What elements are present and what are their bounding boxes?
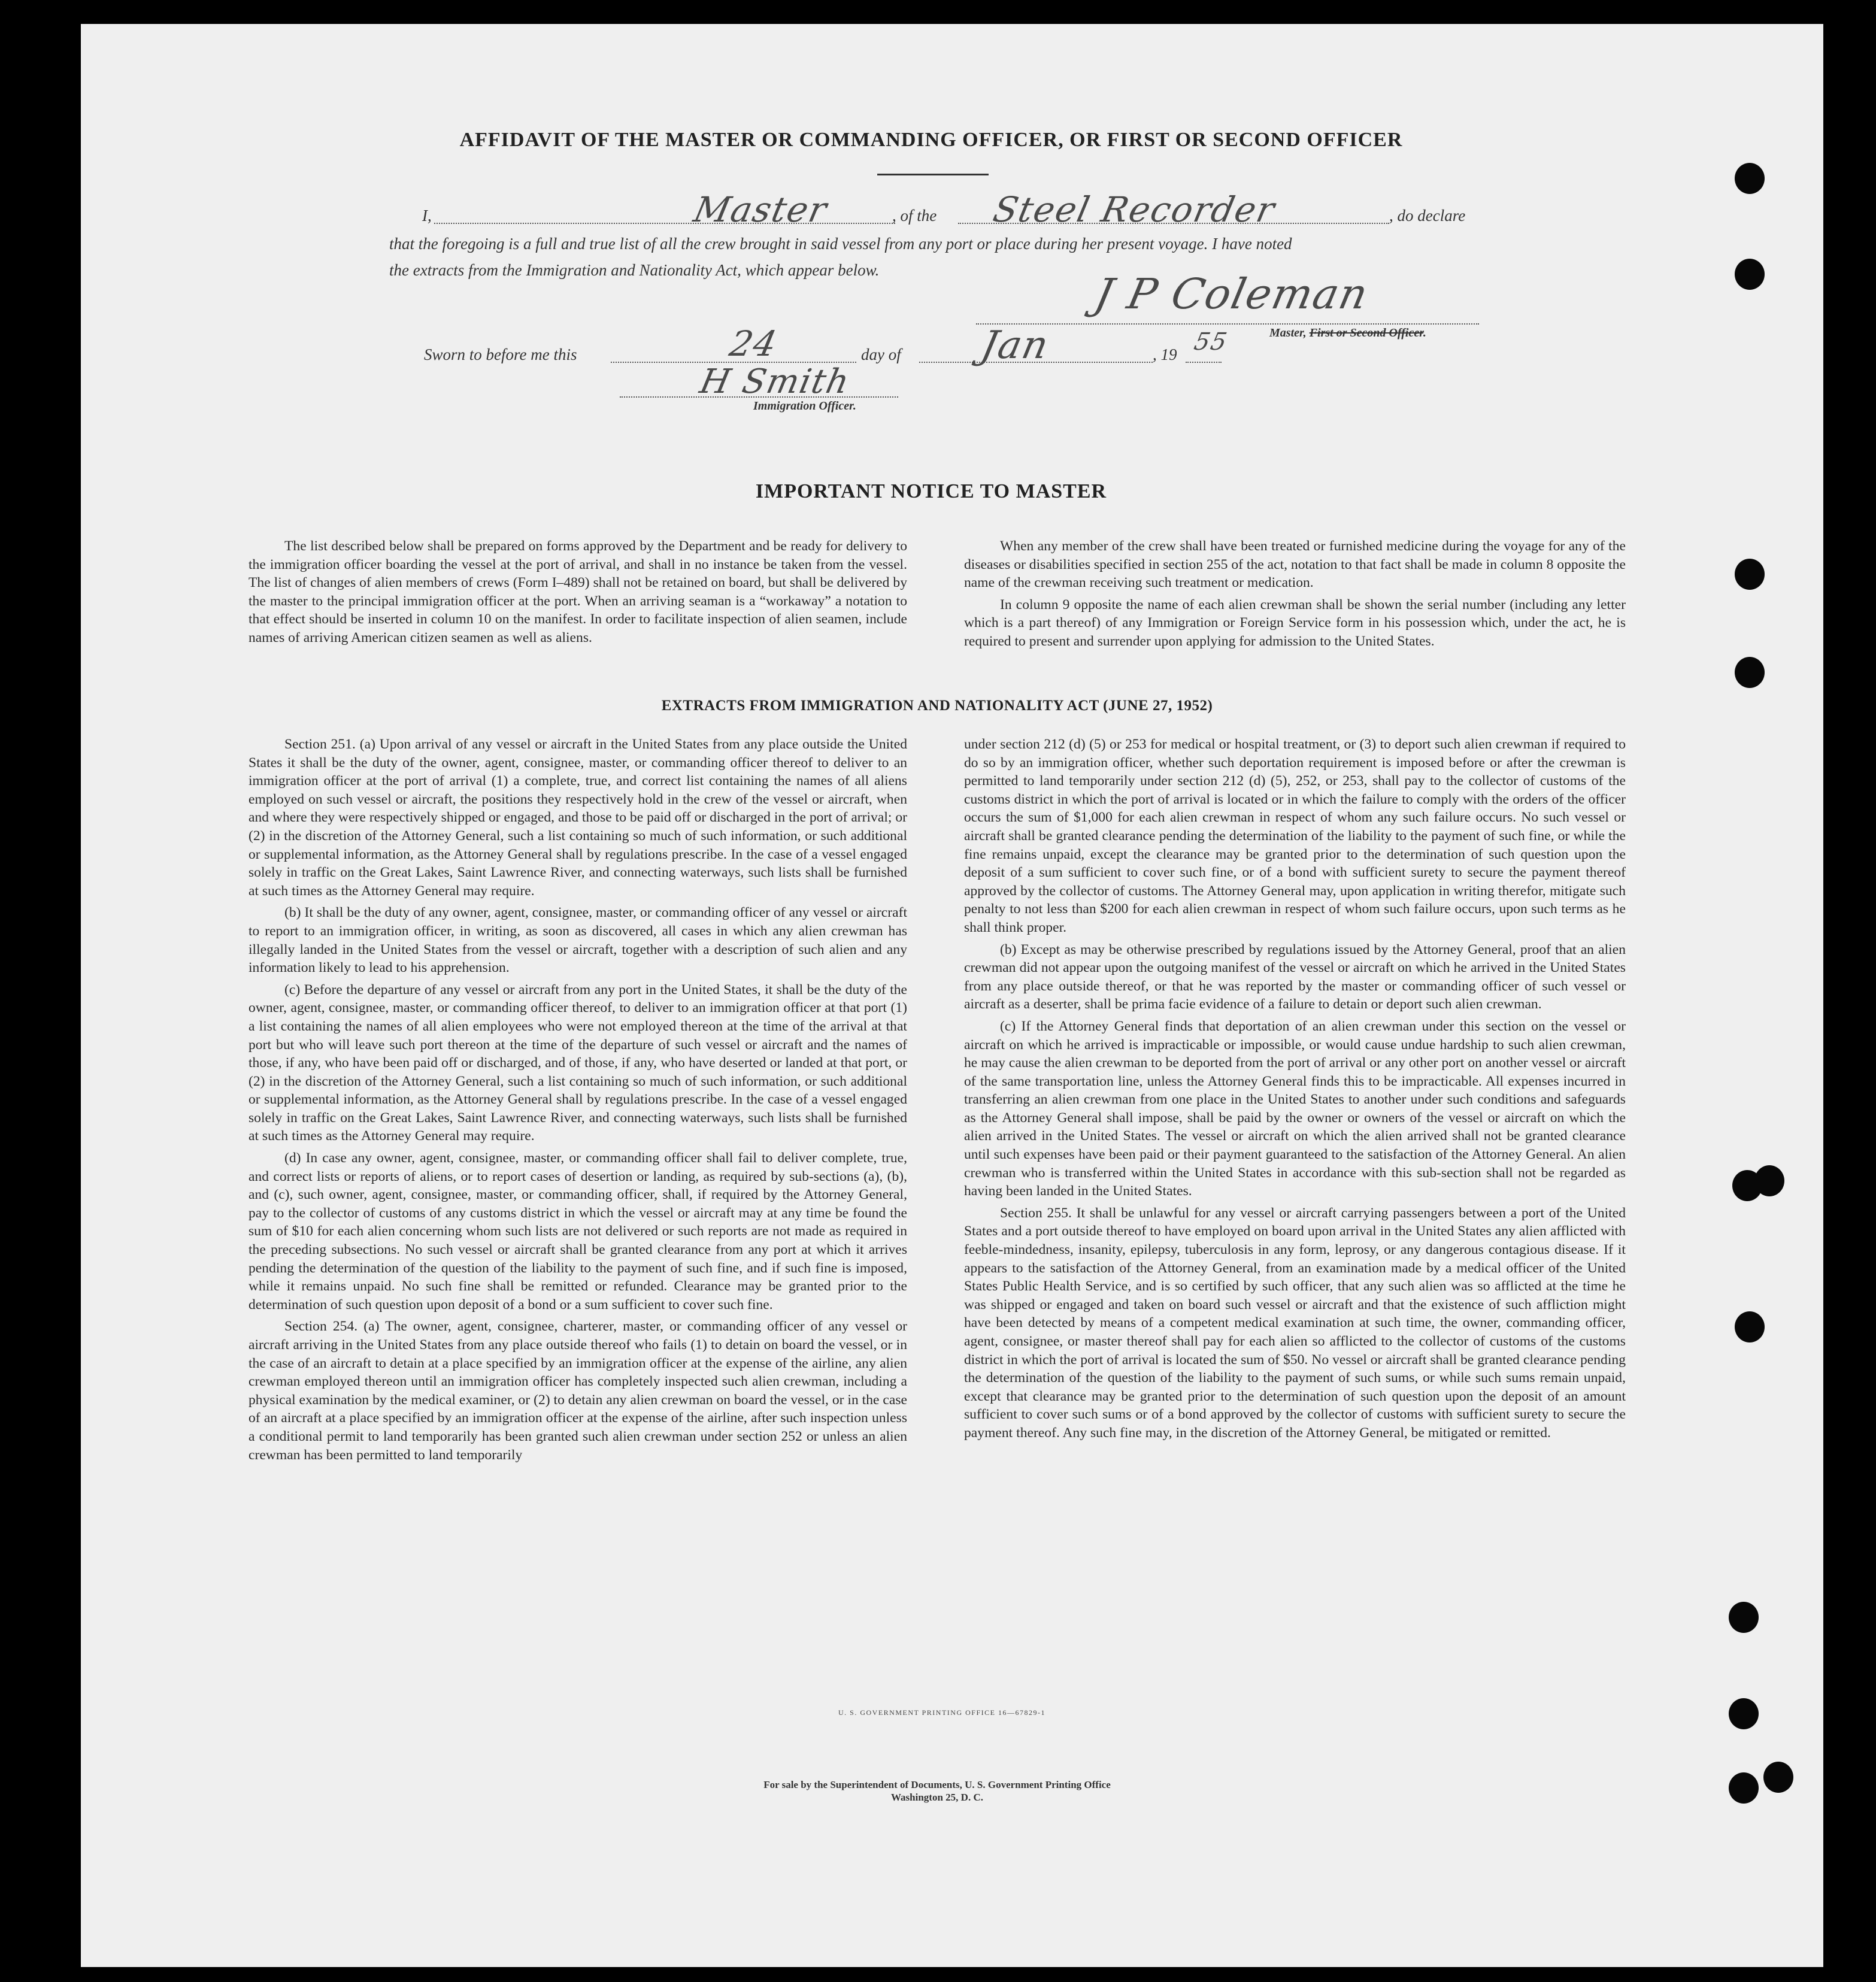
punch-hole (1763, 1762, 1793, 1793)
master-signature: J P Coleman (1090, 269, 1374, 319)
year-prefix: , 19 (1153, 346, 1177, 363)
notice-right-column (964, 537, 1626, 654)
extract-paragraph: (c) Before the departure of any vessel or aircraft from any port in the United States, it shall be the duty of the owner, agent, consignee, master, or commanding officer thereof, to deliver to an immigration officer at that port (1) a list containing the names of all alien employees who were not employed thereon at the time of the arrival at that port but who will leave such port thereon at the time of the departure of such vessel or aircraft and the names of those, if any, who have been paid off or discharged, and of those, if any, who have deserted or landed at that port, or (2) in the discretion of the Attorney General, such a list containing so much of such information, or such additional or supplemental information, as the Attorney General shall by regulations prescribe. In the case of a vessel engaged solely in traffic on the Great Lakes, Saint Lawrence River, and connecting waterways, such lists shall be furnished at such times as the Attorney General may require. (248, 981, 907, 1144)
notice-left-column (248, 537, 907, 651)
handwritten-vessel: Steel Recorder (989, 189, 1280, 230)
do-declare-label: , do declare (1389, 207, 1466, 225)
extract-paragraph: (b) It shall be the duty of any owner, agent, consignee, master, or commanding officer of any vessel or aircraft to report to an immigration officer, in writing, as soon as discovered, all cases in which any alien crewman has illegally landed in the United States from the vessel or aircraft, together with a description of such alien and any information likely to lead to his apprehension. (248, 905, 907, 976)
extract-paragraph: Section 255. It shall be unlawful for any vessel or aircraft carrying passengers between a port of the United States and a port outside thereof to have employed on board upon arrival in the United States any alien afflicted with feeble-mindedness, insanity, epilepsy, tuberculosis in any form, leprosy, or any dangerous contagious disease. If it appears to the satisfaction of the Attorney General, from an examination made by a medical officer of the United States Public Health Service, and is so certified by such officer, that any such alien was so afflicted at the time he was shipped or engaged and taken on board such vessel or aircraft and that the existence of such affliction might have been detected by means of a competent medical examination at such time, the owner, commanding officer, agent, consignee, or master thereof shall pay for each alien so afflicted to the collector of customs of the customs district in which the port of arrival is located the sum of $50. No vessel or aircraft shall be granted clearance pending the determination of the question of the liability to the payment of such sums, or while such sums remain unpaid, except that clearance may be granted prior to the determination of such question upon the deposit of an amount sufficient to cover such sums or of a bond approved by the collector of customs with sufficient surety to secure the payment thereof. Any such fine may, in the discretion of the Attorney General, be mitigated or remitted. (964, 1205, 1626, 1441)
printer-imprint: U. S. GOVERNMENT PRINTING OFFICE 16—67829-1 (838, 1708, 1045, 1717)
extracts-heading: EXTRACTS FROM IMMIGRATION AND NATIONALITY ACT (JUNE 27, 1952) (661, 698, 1213, 714)
extract-paragraph: Section 251. (a) Upon arrival of any vessel or aircraft in the United States from any place outside the United States it shall be the duty of the owner, agent, consignee, master, or commanding officer thereof to deliver to an immigration officer at the port of arrival (1) a complete, true, and correct list containing the names of all aliens employed on such vessel or aircraft, the positions they respectively hold in the crew of the vessel or aircraft, when and where they were respectively shipped or engaged, and those to be paid off or discharged in the port of arrival; or (2) in the discretion of the Attorney General, such a list containing so much of such information, or such additional or supplemental information, as the Attorney General shall by regulations prescribe. In the case of a vessel engaged solely in traffic on the Great Lakes, Saint Lawrence River, and connecting waterways, such lists shall be furnished at such times as the Attorney General may require. (248, 737, 907, 899)
year-line (1186, 362, 1222, 363)
notice-right-paragraph: When any member of the crew shall have been treated or furnished medicine during the voyage for any of the diseases or disabilities specified in section 255 of the act, notation to that fact shall be made in column 8 opposite the name of the crewman receiving such treatment or medication. (964, 538, 1626, 591)
sworn-label: Sworn to before me this (424, 346, 577, 363)
extract-paragraph: (b) Except as may be otherwise prescribed by regulations issued by the Attorney General, proof that an alien crewman did not appear upon the outgoing manifest of the vessel or aircraft on which he arrived in the United States from any place outside thereof, or that he was reported by the master or commanding officer of such vessel or aircraft as a deserter, shall be prima facie evidence of a failure to detain or deport such alien crewman. (964, 941, 1626, 1013)
notice-heading: IMPORTANT NOTICE TO MASTER (755, 480, 1107, 502)
immigration-officer-caption: Immigration Officer. (753, 399, 856, 413)
sale-notice (599, 1778, 1275, 1804)
title-divider (877, 174, 989, 175)
notice-left-paragraph: The list described below shall be prepared on forms approved by the Department and be ready for delivery to the immigration officer boarding the vessel at the port of arrival, and shall in no instance be taken from the vessel. The list of changes of alien members of crews (Form I–489) shall not be retained on board, but shall be delivered by the master to the principal immigration officer at the port. When an arriving seaman is a “workaway” a notation to that effect should be inserted in column 10 on the manifest. In order to facilitate inspection of alien seamen, include names of arriving American citizen seamen as well as aliens. (248, 538, 907, 645)
extracts-right-column (964, 735, 1626, 1446)
punch-hole (1754, 1165, 1784, 1196)
extract-paragraph: Section 254. (a) The owner, agent, consignee, charterer, master, or commanding officer of any vessel or aircraft arriving in the United States from any place outside thereof who fails (1) to detain on board the vessel, or in the case of an aircraft to detain at a place specified by an immigration officer at the expense of the airline, any alien crewman employed thereon until an immigration officer has completely inspected such alien crewman, including a physical examination by the medical examiner, or (2) to detain any alien crewman on board the vessel, or in the case of an aircraft at a place specified by an immigration officer at the expense of the airline, after such inspection unless a conditional permit to land temporarily has been granted such alien crewman under section 252 or unless an alien crewman has been permitted to land temporarily (248, 1319, 907, 1463)
extract-paragraph: (d) In case any owner, agent, consignee, master, or commanding officer shall fail to deliver complete, true, and correct lists or reports of aliens, or to report cases of desertion or landing, as required by sub-sections (a), (b), and (c), such owner, agent, consignee, master, or commanding officer, shall, if required by the Attorney General, pay to the collector of customs of any customs district in which the vessel or aircraft may at any time be found the sum of $10 for each alien concerning whom such lists are not delivered or such reports are not made as required in the preceding subsections. No such vessel or aircraft shall be granted clearance from any port at which it arrives pending the determination of the question of the liability to the payment of such fine, and if such fine is imposed, while it remains unpaid. No such fine shall be remitted or refunded. Clearance may be granted prior to the determination of such question upon deposit of a bond or a sum sufficient to cover such fine. (248, 1150, 907, 1313)
punch-hole (1729, 1698, 1759, 1729)
extracts-left-column (248, 735, 907, 1468)
punch-hole (1735, 259, 1765, 290)
declaration-line-2: that the foregoing is a full and true list of all the crew brought in said vessel from any port or place during her present voyage. I have noted (389, 235, 1292, 253)
punch-hole (1729, 1772, 1759, 1804)
punch-hole (1735, 657, 1765, 688)
extract-paragraph: (c) If the Attorney General finds that deportation of an alien crewman under this section on the vessel or aircraft on which he arrived is impracticable or impossible, or would cause undue hardship to such alien crewman, he may cause the alien crewman to be deported from the port of arrival or any other port on another vessel or aircraft of the same transportation line, unless the Attorney General finds this to be impracticable. All expenses incurred in transferring an alien crewman from one place in the United States to another under such conditions and safeguards as the Attorney General shall impose, shall be paid by the owner or owners of the vessel or aircraft on which the alien arrived in the United States. The vessel or aircraft on which the alien arrived shall not be granted clearance until such expenses have been paid or their payment guaranteed to the satisfaction of the Attorney General. An alien crewman who is transferred within the United States in accordance with this sub-section shall not be regarded as having been landed in the United States. (964, 1018, 1626, 1199)
handwritten-day: 24 (726, 323, 782, 364)
punch-hole (1735, 163, 1765, 194)
i-label: I, (422, 207, 432, 225)
handwritten-year: 55 (1192, 328, 1231, 356)
handwritten-name: Master (690, 189, 832, 230)
punch-hole (1735, 559, 1765, 590)
affidavit-title: AFFIDAVIT OF THE MASTER OR COMMANDING OFFICER, OR FIRST OR SECOND OFFICER (459, 129, 1403, 151)
name-line (434, 223, 895, 224)
sale-line-1: For sale by the Superintendent of Documents, U. S. Government Printing Office (763, 1779, 1111, 1790)
officer-line (620, 396, 898, 398)
punch-hole (1735, 1311, 1765, 1342)
immigration-officer-signature: H Smith (696, 362, 854, 401)
handwritten-month: Jan (977, 323, 1053, 368)
of-the-label: , of the (892, 207, 937, 225)
day-of-label: day of (861, 346, 901, 363)
sale-line-2: Washington 25, D. C. (891, 1792, 983, 1803)
signature-caption: Master, First or Second Officer. (1269, 326, 1426, 340)
notice-right-paragraph: In column 9 opposite the name of each alien crewman shall be shown the serial number (including any letter which is a part thereof) of any Immigration or Foreign Service form in his possession which, under the act, he is required to present and surrender upon applying for admission to the United States. (964, 596, 1626, 649)
extract-paragraph: under section 212 (d) (5) or 253 for medical or hospital treatment, or (3) to deport such alien crewman if required to do so by an immigration officer, whether such deportation requirement is imposed before or after the crewman is permitted to land temporarily under section 212 (d) (5), 252, or 253, shall pay to the collector of customs of the customs district in which the port of arrival is located or in which the failure to comply with the orders of the officer occurs the sum of $1,000 for each alien crewman in respect of whom any such failure occurs. No such vessel or aircraft shall be granted clearance pending the determination of the liability to the payment of such fine, or while the fine remains unpaid, except the clearance may be granted prior to the determination of such question upon the deposit of a sum sufficient to cover such fine, or of a bond with sufficient surety to secure the payment thereof approved by the collector of customs. The Attorney General may, upon application in writing therefor, mitigate such penalty to not less than $200 for each alien crewman in respect of whom such failure occurs, upon such terms as he shall think proper. (964, 737, 1626, 935)
punch-hole (1729, 1602, 1759, 1633)
declaration-line-3: the extracts from the Immigration and Nationality Act, which appear below. (389, 261, 880, 279)
